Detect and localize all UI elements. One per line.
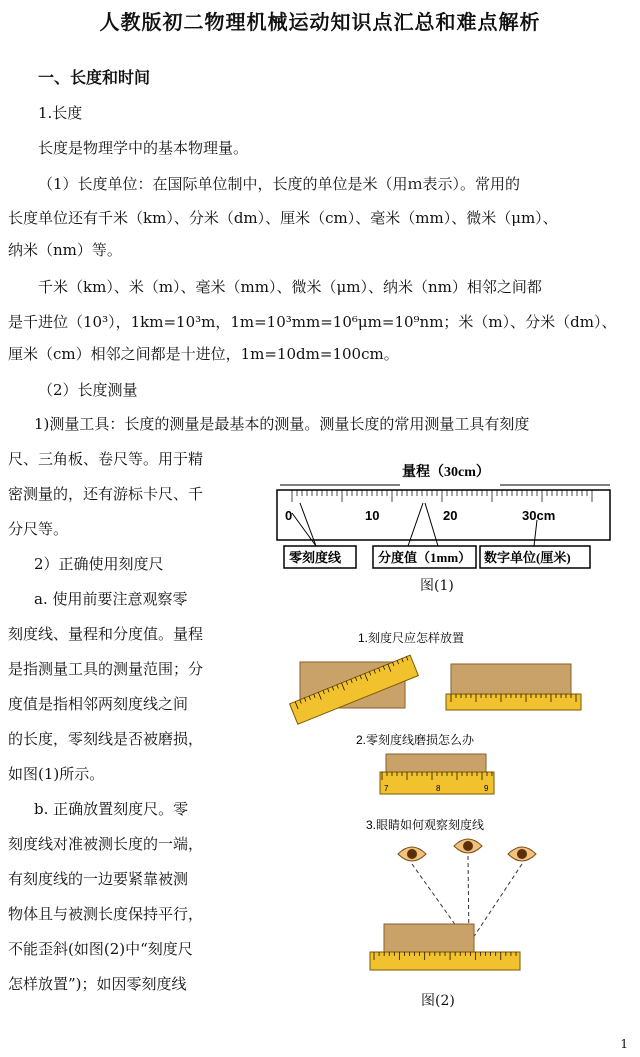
paragraph: 的长度，零刻线是否被磨损， [8, 730, 204, 748]
tick-label-20: 20 [443, 508, 458, 523]
paragraph: 长度是物理学中的基本物理量。 [38, 139, 249, 157]
paragraph: 千米（km）、米（m）、毫米（mm）、微米（μm）、纳米（nm）相邻之间都 [38, 278, 542, 296]
tick-label-0: 0 [285, 508, 293, 523]
paragraph: 不能歪斜(如图(2)中“刻度尺 [8, 940, 193, 958]
eye-icon [508, 847, 536, 861]
sight-line [469, 864, 522, 944]
paragraph: a. 使用前要注意观察零 [34, 590, 188, 608]
paragraph: 刻度线、量程和分度值。量程 [8, 625, 204, 643]
division-label: 分度值（1mm） [378, 550, 472, 565]
paragraph: 物体且与被测长度保持平行， [8, 905, 204, 923]
paragraph: （2）长度测量 [38, 381, 138, 399]
paragraph: 刻度线对准被测长度的一端， [8, 835, 204, 853]
illustration-title: 2.零刻度线磨损怎么办 [356, 733, 475, 747]
eye-icon [398, 847, 426, 861]
paragraph: （1）长度单位：在国际单位制中，长度的单位是米（用ｍ表示）。常用的 [38, 175, 521, 193]
paragraph: 是指测量工具的测量范围；分 [8, 660, 204, 678]
paragraph: 度值是指相邻两刻度线之间 [8, 695, 189, 713]
illustration-title: 3.眼睛如何观察刻度线 [366, 818, 485, 832]
range-label: 量程（30cm） [402, 465, 490, 480]
ruler-number: 9 [484, 784, 489, 793]
paragraph: b. 正确放置刻度尺。零 [34, 800, 189, 818]
unit-label: 数字单位(厘米) [484, 550, 571, 565]
zero-line-label: 零刻度线 [289, 550, 342, 565]
paragraph: 纳米（nm）等。 [8, 241, 122, 259]
paragraph: 分尺等。 [8, 520, 69, 538]
ruler-number: 8 [436, 784, 441, 793]
paragraph: 厘米（cm）相邻之间都是十进位，1m=10dm=100cm。 [8, 345, 399, 363]
tick-label-10: 10 [365, 508, 380, 523]
ruler-number: 7 [384, 784, 389, 793]
eye-icon [454, 839, 482, 853]
paragraph: 怎样放置”)；如因零刻度线 [8, 975, 187, 993]
subheading-length: 1.长度 [38, 104, 83, 122]
illustration-title: 1.刻度尺应怎样放置 [358, 631, 465, 645]
ruler-usage-illustration [286, 624, 586, 994]
figure-caption: 图(2) [421, 993, 455, 1009]
paragraph: 2）正确使用刻度尺 [34, 555, 164, 573]
paragraph: 如图(1)所示。 [8, 765, 105, 783]
paragraph: 长度单位还有千米（km）、分米（dm）、厘米（cm）、毫米（mm）、微米（μm）、 [8, 209, 558, 227]
paragraph: 是千进位（10³），1km=10³m，1m=10³mm=10⁶μm=10⁹nm；米（m）、分米（dm）、 [8, 313, 617, 331]
paragraph: 尺、三角板、卷尺等。用于精 [8, 450, 204, 468]
document-title: 人教版初二物理机械运动知识点汇总和难点解析 [99, 10, 541, 34]
paragraph: 1)测量工具：长度的测量是最基本的测量。测量长度的常用测量工具有刻度 [34, 415, 530, 433]
paragraph: 有刻度线的一边要紧靠被测 [8, 870, 189, 888]
figure-caption: 图(1) [420, 578, 454, 594]
tick-label-30: 30cm [522, 508, 556, 523]
page-number: 1 [620, 1037, 628, 1051]
paragraph: 密测量的，还有游标卡尺、千 [8, 485, 204, 503]
section-heading: 一、长度和时间 [38, 68, 151, 87]
